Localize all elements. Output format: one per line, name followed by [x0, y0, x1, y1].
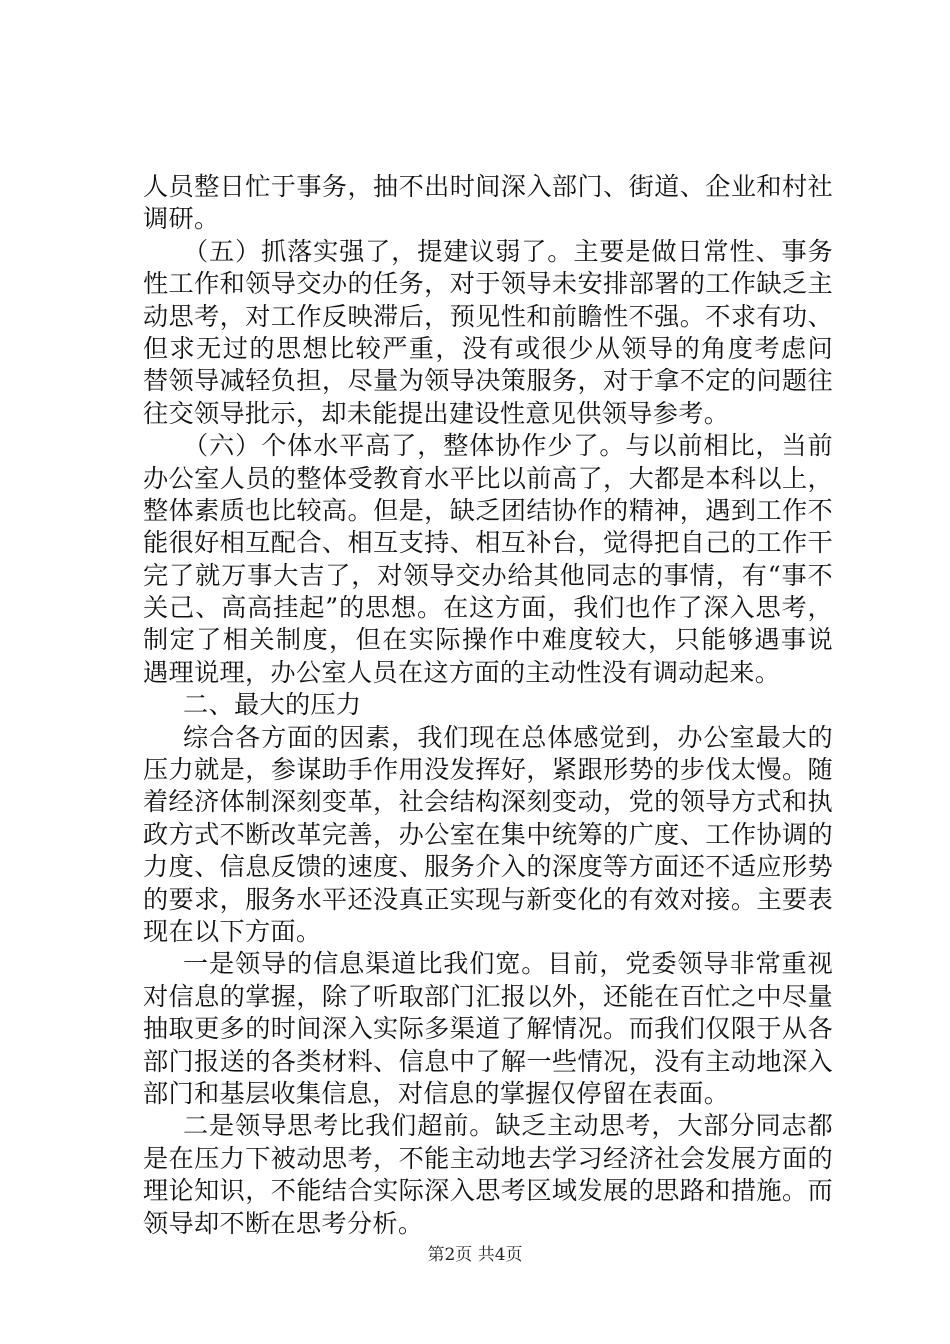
text-line: 理论知识，不能结合实际深入思考区域发展的思路和措施。而	[143, 1176, 833, 1206]
text-line: 往交领导批示，却未能提出建设性意见供领导参考。	[143, 398, 730, 428]
text-line: 对信息的掌握，除了听取部门汇报以外，还能在百忙之中尽量	[143, 981, 833, 1011]
text-line: 领导却不断在思考分析。	[143, 1208, 424, 1238]
page-number-footer: 第2页 共4页	[427, 1245, 523, 1265]
text-line: 部门报送的各类材料、信息中了解一些情况，没有主动地深入	[143, 1046, 833, 1076]
text-line: 办公室人员的整体受教育水平比以前高了，大都是本科以上，	[143, 463, 833, 493]
text-line: 是在压力下被动思考，不能主动地去学习经济社会发展方面的	[143, 1143, 833, 1173]
text-line: 着经济体制深刻变革，社会结构深刻变动，党的领导方式和执	[143, 787, 833, 817]
text-line: 完了就万事大吉了，对领导交办给其他同志的事情，有“事不	[143, 560, 833, 590]
body-text	[143, 171, 833, 1240]
text-line: 制定了相关制度，但在实际操作中难度较大，只能够遇事说	[143, 625, 833, 655]
text-line: 整体素质也比较高。但是，缺乏团结协作的精神，遇到工作不	[143, 495, 833, 525]
text-line: 人员整日忙于事务，抽不出时间深入部门、街道、企业和村社	[143, 172, 833, 201]
text-line: 但求无过的思想比较严重，没有或很少从领导的角度考虑问	[143, 333, 833, 363]
text-line: 替领导减轻负担，尽量为领导决策服务，对于拿不定的问题往	[143, 366, 833, 396]
text-line: 动思考，对工作反映滞后，预见性和前瞻性不强。不求有功、	[143, 301, 833, 331]
text-line: 关己、高高挂起”的思想。在这方面，我们也作了深入思考，	[143, 593, 833, 623]
text-line: 二是领导思考比我们超前。缺乏主动思考，大部分同志都	[183, 1111, 833, 1141]
text-line: 政方式不断改革完善，办公室在集中统筹的广度、工作协调的	[143, 819, 833, 849]
section-heading: 二、最大的压力	[183, 690, 362, 720]
text-line: 调研。	[143, 204, 220, 234]
text-line: 压力就是，参谋助手作用没发挥好，紧跟形势的步伐太慢。随	[143, 755, 833, 785]
text-line: 的要求，服务水平还没真正实现与新变化的有效对接。主要表	[143, 884, 833, 914]
paragraph-heading-6: （六）个体水平高了，整体协作少了。与以前相比，当前	[183, 431, 833, 461]
text-line: 现在以下方面。	[143, 916, 322, 946]
text-line: 遇理说理，办公室人员在这方面的主动性没有调动起来。	[143, 657, 781, 687]
text-line: 性工作和领导交办的任务，对于领导未安排部署的工作缺乏主	[143, 269, 833, 299]
text-line: 一是领导的信息渠道比我们宽。目前，党委领导非常重视	[183, 949, 833, 979]
text-line: 抽取更多的时间深入实际多渠道了解情况。而我们仅限于从各	[143, 1014, 833, 1044]
paragraph-heading-5: （五）抓落实强了，提建议弱了。主要是做日常性、事务	[183, 236, 833, 266]
text-line: 能很好相互配合、相互支持、相互补台，觉得把自己的工作干	[143, 528, 833, 558]
text-line: 部门和基层收集信息，对信息的掌握仅停留在表面。	[143, 1078, 730, 1108]
text-line: 综合各方面的因素，我们现在总体感觉到，办公室最大的	[183, 722, 833, 752]
text-line: 力度、信息反馈的速度、服务介入的深度等方面还不适应形势	[143, 852, 833, 882]
